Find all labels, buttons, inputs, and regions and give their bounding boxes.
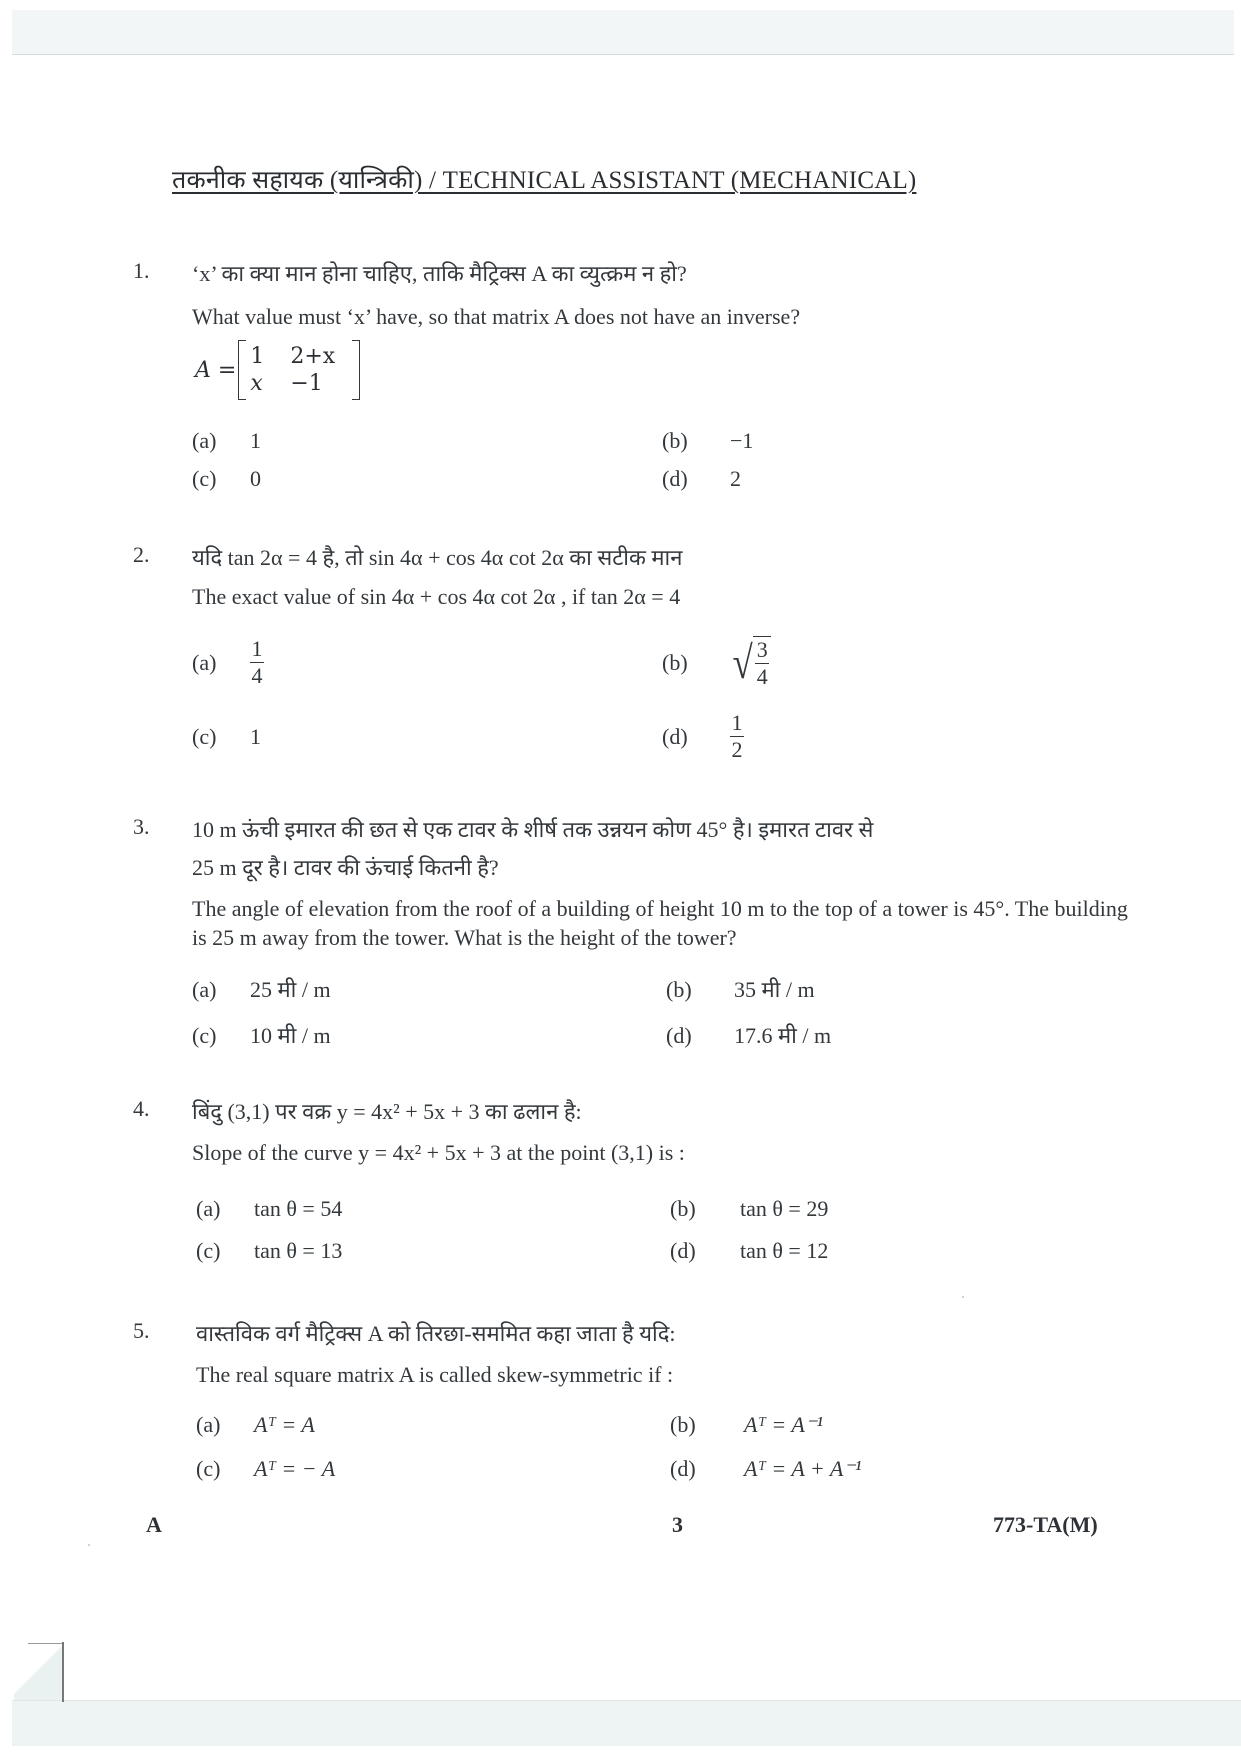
denominator: 2 [731, 737, 743, 762]
option-a[interactable] [196, 1412, 315, 1438]
numerator: 1 [251, 636, 263, 661]
option-value: 25 मी / m [250, 977, 331, 1002]
option-a[interactable] [192, 974, 331, 1004]
option-value: Aᵀ = A [254, 1412, 315, 1437]
option-d[interactable] [670, 1238, 828, 1264]
question-text-hindi: वास्तविक वर्ग मैट्रिक्स A को तिरछा-सममित कहा जाता है यदि: [196, 1321, 676, 1346]
question-text-hindi-line2: 25 m दूर है। टावर की ऊंचाई कितनी है? [192, 855, 499, 880]
option-value: Aᵀ = A + A⁻¹ [744, 1456, 862, 1481]
question-number: 4. [133, 1096, 150, 1121]
option-label: (a) [196, 1412, 221, 1437]
question-text-english: Slope of the curve y = 4x² + 5x + 3 at the point (3,1) is : [192, 1140, 685, 1165]
option-value: tan θ = 29 [740, 1196, 829, 1221]
numerator: 3 [756, 637, 768, 662]
page-title: तकनीक सहायक (यान्त्रिकी) / TECHNICAL ASSISTANT (MECHANICAL) [172, 167, 917, 194]
option-c[interactable] [192, 466, 261, 492]
option-label: (a) [192, 428, 217, 453]
option-label: (a) [192, 649, 217, 675]
option-label: (d) [666, 1023, 692, 1048]
option-label: (c) [192, 1023, 217, 1048]
option-value: tan θ = 54 [254, 1196, 343, 1221]
question-text-hindi: यदि tan 2α = 4 है, तो sin 4α + cos 4α cot 2α का सटीक मान [192, 545, 683, 570]
question-text-english: The exact value of sin 4α + cos 4α cot 2α , if tan 2α = 4 [192, 584, 681, 609]
question-text-hindi: ‘x’ का क्या मान होना चाहिए, ताकि मैट्रिक्स A का व्युत्क्रम न हो? [192, 261, 687, 286]
scan-fold-corner [14, 1642, 62, 1700]
option-c[interactable] [196, 1238, 342, 1264]
option-b[interactable] [666, 974, 815, 1004]
scan-speck [88, 1544, 90, 1546]
matrix-a [195, 340, 360, 400]
question-number: 1. [133, 258, 150, 283]
option-c[interactable] [192, 1020, 331, 1050]
option-a[interactable] [192, 428, 261, 454]
option-label: (c) [192, 724, 217, 749]
matrix-cell: x [250, 371, 263, 396]
fraction [730, 710, 744, 763]
option-b[interactable] [662, 636, 771, 690]
question-text-english: What value must ‘x’ have, so that matrix A does not have an inverse? [192, 304, 801, 329]
denominator: 4 [251, 663, 263, 688]
option-value: 10 मी / m [250, 1023, 331, 1048]
option-value: Aᵀ = − A [254, 1456, 336, 1481]
option-value: 35 मी / m [734, 977, 815, 1002]
scan-border-bottom [12, 1700, 1241, 1746]
matrix-cell: −1 [290, 371, 323, 396]
option-value: 2 [730, 466, 741, 491]
option-a[interactable] [192, 636, 264, 689]
option-label: (a) [196, 1196, 221, 1221]
option-label: (b) [662, 650, 688, 675]
option-value: 1 [250, 724, 261, 749]
footer-page-number: 3 [672, 1512, 683, 1537]
option-value: 0 [250, 466, 261, 491]
option-b[interactable] [670, 1412, 823, 1438]
radical-sign-icon: √ [732, 637, 753, 688]
option-value: tan θ = 13 [254, 1238, 343, 1263]
option-label: (b) [662, 428, 688, 453]
question-number: 3. [133, 814, 150, 839]
option-label: (c) [196, 1456, 221, 1481]
option-label: (d) [662, 466, 688, 491]
matrix-lhs: A = [195, 357, 237, 383]
matrix-cell: 1 [250, 344, 265, 369]
option-value: 17.6 मी / m [734, 1023, 832, 1048]
scan-fold-line [62, 1642, 64, 1702]
option-label: (b) [666, 977, 692, 1002]
option-a[interactable] [196, 1196, 342, 1222]
option-label: (c) [192, 466, 217, 491]
option-label: (c) [196, 1238, 221, 1263]
scan-border-top [12, 10, 1234, 55]
question-number: 2. [133, 542, 150, 567]
option-label: (b) [670, 1196, 696, 1221]
option-label: (d) [662, 723, 688, 749]
matrix-cell: 2+x [290, 344, 336, 369]
footer-booklet-series: A [146, 1512, 162, 1537]
option-label: (d) [670, 1456, 696, 1481]
numerator: 1 [731, 710, 743, 735]
option-value: tan θ = 12 [740, 1238, 829, 1263]
footer-paper-code: 773-TA(M) [993, 1512, 1098, 1537]
denominator: 4 [756, 664, 768, 689]
option-label: (d) [670, 1238, 696, 1263]
option-b[interactable] [662, 428, 753, 454]
option-label: (b) [670, 1412, 696, 1437]
option-value: 1 [250, 428, 261, 453]
bracket-right [352, 340, 360, 400]
option-value: Aᵀ = A⁻¹ [744, 1412, 824, 1437]
scan-fold-line [28, 1643, 64, 1644]
bracket-left [238, 340, 246, 400]
option-c[interactable] [196, 1456, 335, 1482]
option-d[interactable] [662, 710, 744, 763]
option-d[interactable] [670, 1456, 862, 1482]
question-text-english: The angle of elevation from the roof of a building of height 10 m to the top of a tower is 45°. The building is 25 m away from the tower. What is the height of the tower? [192, 896, 1128, 950]
option-d[interactable] [666, 1020, 831, 1050]
scan-speck [962, 1296, 964, 1298]
fraction [250, 636, 264, 689]
question-text-hindi: बिंदु (3,1) पर वक्र y = 4x² + 5x + 3 का ढलान है: [192, 1099, 582, 1124]
question-text-english: The real square matrix A is called skew-symmetric if : [196, 1362, 674, 1387]
option-d[interactable] [662, 466, 741, 492]
question-number: 5. [133, 1318, 150, 1343]
question-text-hindi-line1: 10 m ऊंची इमारत की छत से एक टावर के शीर्ष तक उन्नयन कोण 45° है। इमारत टावर से [192, 817, 874, 842]
option-b[interactable] [670, 1196, 828, 1222]
option-label: (a) [192, 977, 217, 1002]
square-root [730, 636, 771, 690]
option-c[interactable] [192, 724, 261, 750]
option-value: −1 [730, 428, 754, 453]
